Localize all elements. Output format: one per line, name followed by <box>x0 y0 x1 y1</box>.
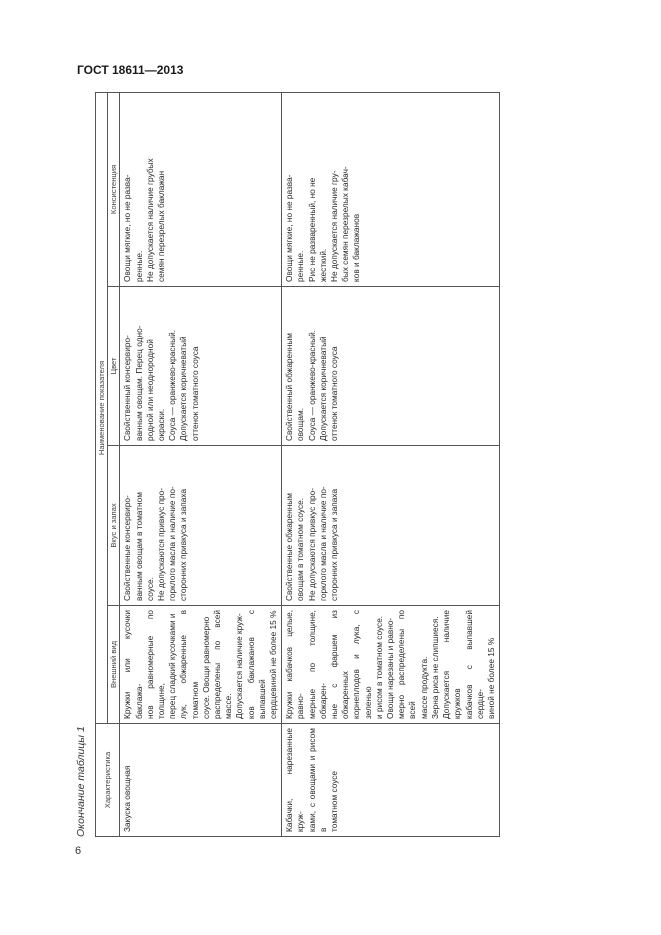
header-consistency: Консистенция <box>108 92 120 286</box>
row-taste-smell-text: Свойственные обжаренным овощам в томатном соусе. Не допускаются привкус про- горклого масла и наличие по- сторонних привкуса и запаха <box>284 486 340 601</box>
rotated-table-canvas <box>75 93 496 837</box>
row-appearance-text: Кружки или кусочки баклажа- нов равномерные по толщине, перец сладкий кусочками и лук, обжаренные в томатном соусе. Овощи равномерно распределены по всей массе. Допускается наличие круж- ков баклажанов с выпавшей сердцевиной не более 15 % <box>122 610 279 719</box>
row-color-cell <box>282 287 500 446</box>
row-appearance-cell <box>282 606 500 724</box>
table-row <box>282 92 500 836</box>
table-header-row-group <box>96 92 108 836</box>
row-taste-smell-cell <box>282 446 500 606</box>
table-row <box>120 92 282 836</box>
row-characteristic-text: Кабачки, нарезанные круж- ками, с овощами и рисом в томатном соусе <box>284 728 340 832</box>
header-appearance: Внешний вид <box>108 606 120 724</box>
header-characteristic: Характеристика <box>96 724 120 837</box>
row-appearance-text: Кружки кабачков целые, равно- мерные по толщине, обжарен- ные с фаршем из обжаренных корнеплодов и лука, с зеленью и рисом в томатном соусе. Овощи нарезаны и равно- мерно распределены по всей массе продукта. Зерна риса не слипшиеся. Допускается наличие кружков кабачков с выпавшей сердце- виной не более 15 % <box>284 610 496 719</box>
table-caption: Окончание таблицы 1 <box>75 726 87 837</box>
document-standard-header: ГОСТ 18611—2013 <box>77 63 184 77</box>
row-consistency-text: Овощи мягкие, но не разва- ренные. Рис не разваренный, но не жесткий. Не допускается наличие гру- бых семян перезрелых кабач- ков и баклажанов <box>284 166 362 282</box>
row-characteristic-text: Закуска овощная <box>122 765 133 832</box>
page-number: 6 <box>75 845 82 857</box>
header-indicator-group: Наименование показателя <box>96 92 108 723</box>
row-consistency-cell <box>282 92 500 286</box>
row-color-cell <box>120 287 282 446</box>
row-characteristic-cell <box>282 724 500 837</box>
quality-indicators-table <box>95 92 500 837</box>
rotated-table-region <box>75 93 496 837</box>
row-consistency-text: Овощи мягкие, но не разва- ренные. Не допускается наличие грубых семян перезрелых баклажан <box>122 158 167 282</box>
row-appearance-cell <box>120 606 282 724</box>
row-color-text: Свойственный обжаренным овощам. Соуса — оранжево-красный. Допускается коричневатый оттенок томатного соуса <box>284 329 340 441</box>
header-taste-smell: Вкус и запах <box>108 446 120 606</box>
row-consistency-cell <box>120 92 282 286</box>
row-taste-smell-cell <box>120 446 282 606</box>
row-color-text: Свойственный консервиро- ванным овощам. Перец одно- родной или неоднородной окраски. Соуса — оранжево-красный. Допускается коричневатый оттенок томатного соуса <box>122 325 200 441</box>
row-characteristic-cell <box>120 724 282 837</box>
row-taste-smell-text: Свойственные консервиро- ванным овощам в томатном соусе. Не допускаются привкус про- горклого масла и наличие по- сторонних привкуса и запаха <box>122 486 189 601</box>
header-color: Цвет <box>108 287 120 446</box>
